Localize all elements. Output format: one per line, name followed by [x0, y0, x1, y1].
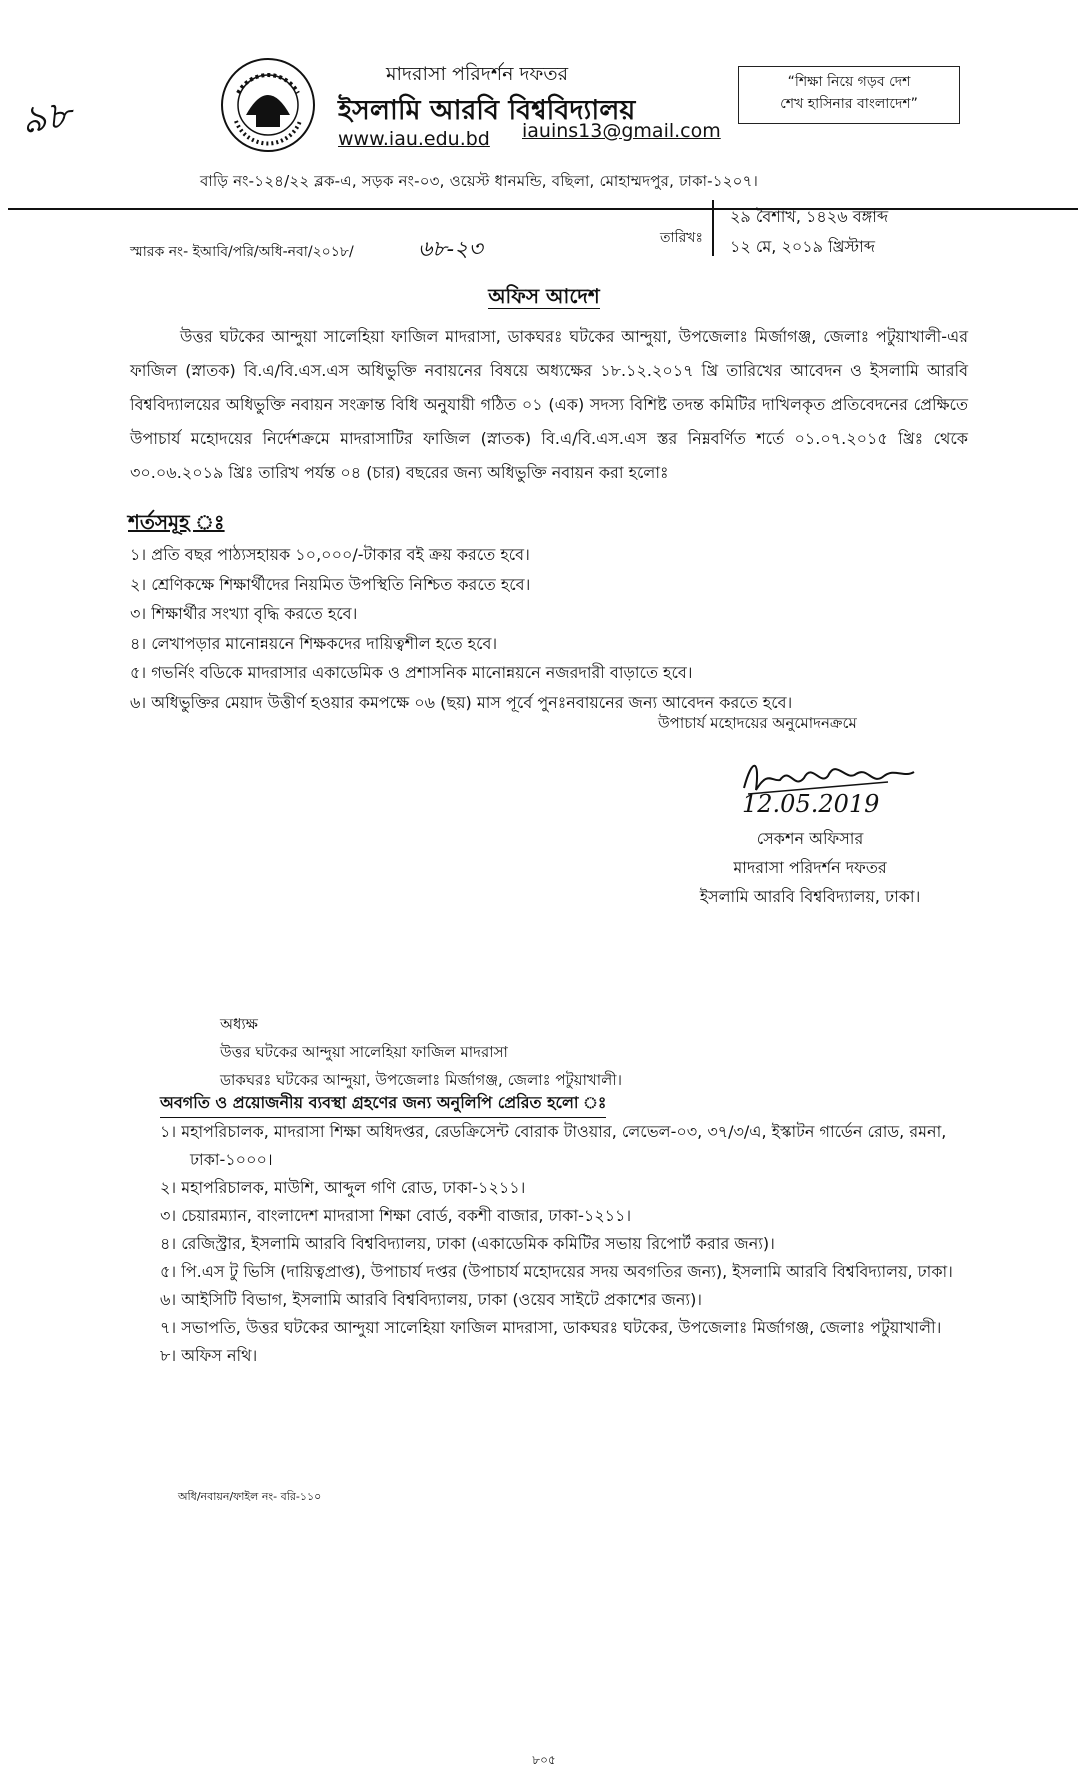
memo-number: স্মারক নং- ইআবি/পরি/অধি-নবা/২০১৮/	[130, 244, 354, 260]
signer-university: ইসলামি আরবি বিশ্ববিদ্যালয়, ঢাকা।	[699, 887, 921, 906]
signer-title: সেকশন অফিসার	[756, 829, 864, 848]
copy-item: ৬। আইসিটি বিভাগ, ইসলামি আরবি বিশ্ববিদ্যালয়, ঢাকা (ওয়েব সাইটে প্রকাশের জন্য)।	[160, 1290, 703, 1309]
condition-item: ৫। গভর্নিং বডিকে মাদরাসার একাডেমিক ও প্রশাসনিক মানোন্নয়নে নজরদারী বাড়াতে হবে।	[130, 663, 693, 682]
copy-title: অবগতি ও প্রয়োজনীয় ব্যবস্থা গ্রহণের জন্য অনুলিপি প্রেরিত হলো ঃ	[160, 1090, 606, 1118]
copy-item: ২। মহাপরিচালক, মাউশি, আব্দুল গণি রোড, ঢাকা-১২১১।	[160, 1178, 526, 1197]
approval-note: উপাচার্য মহোদয়ের অনুমোদনক্রমে	[658, 714, 857, 732]
copy-item: ৮। অফিস নথি।	[160, 1346, 258, 1365]
university-logo	[218, 55, 318, 155]
date-bangla: ২৯ বৈশাখ, ১৪২৬ বঙ্গাব্দ	[730, 207, 889, 226]
copy-item: ৩। চেয়ারম্যান, বাংলাদেশ মাদরাসা শিক্ষা বোর্ড, বকশী বাজার, ঢাকা-১২১১।	[160, 1206, 632, 1225]
condition-item: ৪। লেখাপড়ার মানোন্নয়নে শিক্ষকদের দায়িত্বশীল হতে হবে।	[130, 633, 498, 653]
slogan-line-2: শেখ হাসিনার বাংলাদেশ”	[780, 96, 918, 112]
signer-office: মাদরাসা পরিদর্শন দফতর	[733, 858, 887, 877]
body-paragraph: উত্তর ঘটকের আন্দুয়া সালেহিয়া ফাজিল মাদরাসা, ডাকঘরঃ ঘটকের আন্দুয়া, উপজেলাঃ মির্জাগঞ্জ, জেলাঃ পটুয়াখালী-এর ফাজিল (স্নাতক) বি.এ/বি.এস.এস অধিভুক্তি নবায়নের বিষয়ে অধ্যক্ষের ১৮.১২.২০১৭ খ্রি তারিখের আবেদন ও ইসলামি আরবি বিশ্ববিদ্যালয়ের অধিভুক্তি নবায়ন সংক্রান্ত বিধি অনুযায়ী গঠিত ০১ (এক) সদস্য বিশিষ্ট তদন্ত কমিটির দাখিলকৃত প্রতিবেদনের প্রেক্ষিতে উপাচার্য মহোদয়ের নির্দেশক্রমে মাদরাসাটির ফাজিল (স্নাতক) বি.এ/বি.এস.এস স্তর নিম্নবর্ণিত শর্তে ০১.০৭.২০১৫ খ্রিঃ থেকে ৩০.০৬.২০১৯ খ্রিঃ তারিখ পর্যন্ত ০৪ (চার) বছরের জন্য অধিভুক্তি নবায়ন করা হলোঃ	[130, 327, 968, 482]
signer-block	[660, 824, 960, 911]
heading-text: অফিস আদেশ	[488, 284, 600, 308]
website-link[interactable]: www.iau.edu.bd	[338, 128, 490, 150]
memo-handwritten: ৬৮-২৩	[418, 237, 483, 262]
slogan-box	[738, 66, 960, 124]
date-label: তারিখঃ	[660, 230, 703, 246]
copy-item: ৫। পি.এস টু ভিসি (দায়িত্বপ্রাপ্ত), উপাচার্য দপ্তর (উপাচার্য মহোদয়ের সদয় অবগতির জন্য), ইসলামি আরবি বিশ্ববিদ্যালয়, ঢাকা।	[160, 1262, 953, 1281]
condition-item: ১। প্রতি বছর পাঠ্যসহায়ক ১০,০০০/-টাকার বই ক্রয় করতে হবে।	[130, 545, 530, 564]
copy-item: ১। মহাপরিচালক, মাদরাসা শিক্ষা অধিদপ্তর, রেডক্রিসেন্ট বোরাক টাওয়ার, লেভেল-০৩, ৩৭/৩/এ, ইস্কাটন গার্ডেন রোড, রমনা, ঢাকা-১০০০।	[160, 1122, 947, 1169]
handwritten-page-number: ৯৮	[18, 91, 74, 143]
copy-item: ৪। রেজিস্ট্রার, ইসলামি আরবি বিশ্ববিদ্যালয়, ঢাকা (একাডেমিক কমিটির সভায় রিপোর্ট করার জন্য)।	[160, 1234, 775, 1253]
recipient-block	[220, 1010, 622, 1094]
university-name: ইসলামি আরবি বিশ্ববিদ্যালয়	[338, 95, 636, 126]
signature-date: 12.05.2019	[742, 790, 880, 818]
condition-item: ৩। শিক্ষার্থীর সংখ্যা বৃদ্ধি করতে হবে।	[130, 604, 358, 623]
recipient-line-1: অধ্যক্ষ	[220, 1015, 258, 1033]
copies-list	[160, 1118, 990, 1370]
conditions-list	[130, 540, 980, 717]
condition-item: ২। শ্রেণিকক্ষে শিক্ষার্থীদের নিয়মিত উপস্থিতি নিশ্চিত করতে হবে।	[130, 574, 531, 594]
address: বাড়ি নং-১২৪/২২ ব্লক-এ, সড়ক নং-০৩, ওয়েস্ট ধানমন্ডি, বছিলা, মোহাম্মদপুর, ঢাকা-১২০৭।	[200, 172, 759, 190]
date-english: ১২ মে, ২০১৯ খ্রিস্টাব্দ	[730, 237, 875, 256]
page-number: ৮০৫	[532, 1753, 556, 1767]
recipient-line-2: উত্তর ঘটকের আন্দুয়া সালেহিয়া ফাজিল মাদরাসা	[220, 1043, 508, 1061]
office-name: মাদরাসা পরিদর্শন দফতর	[386, 63, 569, 85]
condition-item: ৬। অধিভুক্তির মেয়াদ উত্তীর্ণ হওয়ার কমপক্ষে ০৬ (ছয়) মাস পূর্বে পুনঃনবায়নের জন্য আবেদন করতে হবে।	[130, 692, 793, 712]
copy-item: ৭। সভাপতি, উত্তর ঘটকের আন্দুয়া সালেহিয়া ফাজিল মাদরাসা, ডাকঘরঃ ঘটকের, উপজেলাঃ মির্জাগঞ্জ, জেলাঃ পটুয়াখালী।	[160, 1318, 942, 1337]
email-link[interactable]: iauins13@gmail.com	[522, 120, 721, 142]
document-heading	[0, 282, 1088, 315]
slogan-line-1: “শিক্ষা নিয়ে গড়ব দেশ	[787, 74, 911, 90]
recipient-line-3: ডাকঘরঃ ঘটকের আন্দুয়া, উপজেলাঃ মির্জাগঞ্জ, জেলাঃ পটুয়াখালী।	[220, 1071, 622, 1089]
conditions-title: শর্তসমূহ ঃ	[128, 510, 225, 534]
file-number: অধি/নবায়ন/ফাইল নং- বরি-১১০	[178, 1490, 322, 1503]
